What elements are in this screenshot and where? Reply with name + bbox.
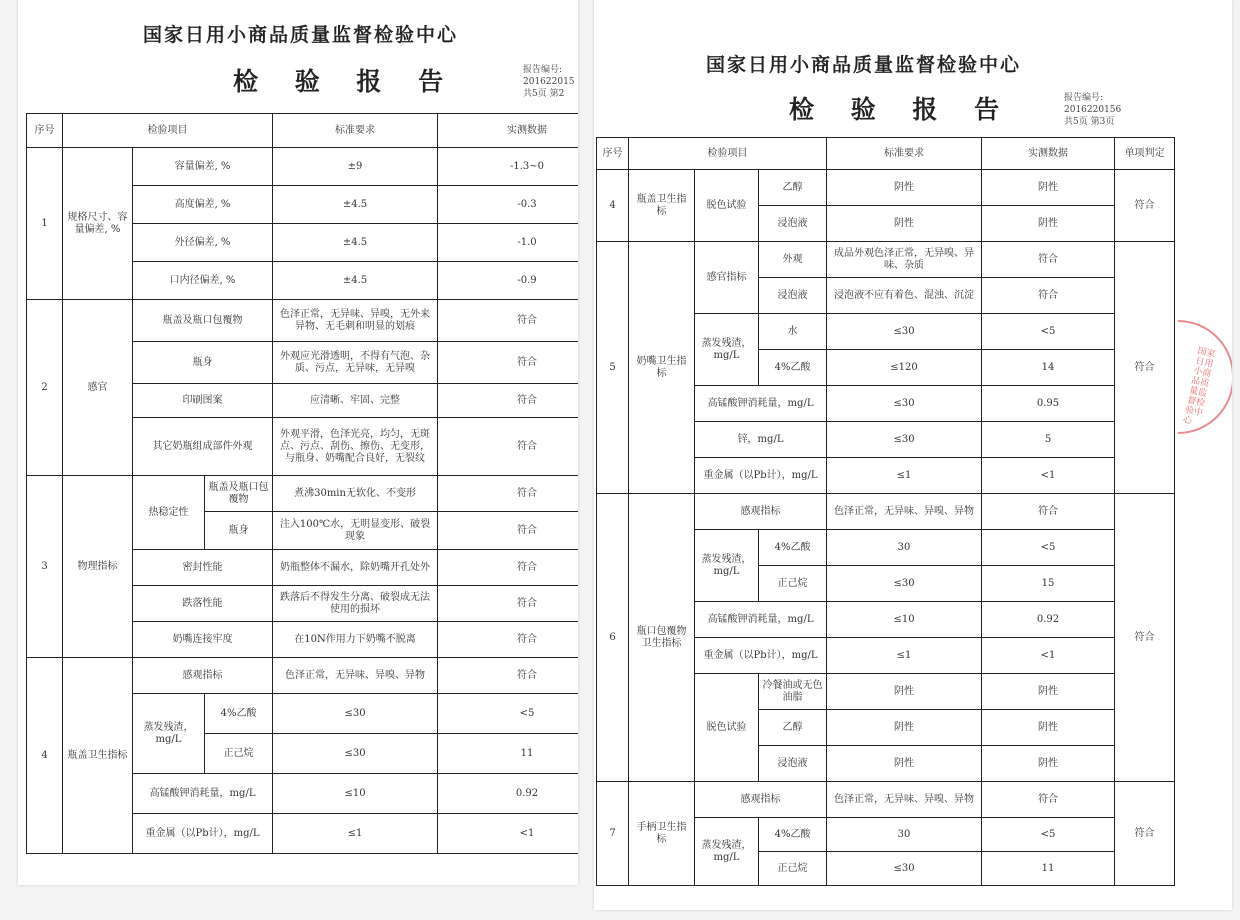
standard-value: ±4.5 xyxy=(273,262,438,300)
standard-value: ≤1 xyxy=(827,638,982,674)
row-number: 3 xyxy=(27,476,63,658)
item-name: 正己烷 xyxy=(759,852,827,886)
measured-value: <1 xyxy=(982,458,1115,494)
measured-value: 符合 xyxy=(438,300,578,342)
item-name: 高锰酸钾消耗量，mg/L xyxy=(695,602,827,638)
col-header-standard: 标准要求 xyxy=(827,138,982,170)
measured-value: 11 xyxy=(982,852,1115,886)
item-name: 冷餐油或无色油脂 xyxy=(759,674,827,710)
row-number: 2 xyxy=(27,300,63,476)
item-name: 口内径偏差, % xyxy=(133,262,273,300)
report-no: 201622015 xyxy=(523,77,575,87)
item-group: 瓶盖卫生指标 xyxy=(63,658,133,854)
report-no-label: 报告编号: xyxy=(1064,93,1104,103)
item-name: 感观指标 xyxy=(695,494,827,530)
measured-value: <5 xyxy=(982,530,1115,566)
item-name: 瓶盖及瓶口包覆物 xyxy=(205,476,273,512)
item-name: 乙醇 xyxy=(759,710,827,746)
measured-value: 符合 xyxy=(438,418,578,476)
measured-value: 符合 xyxy=(982,242,1115,278)
standard-value: ±9 xyxy=(273,148,438,186)
item-name: 瓶身 xyxy=(133,342,273,384)
item-name: 密封性能 xyxy=(133,550,273,586)
measured-value: 阴性 xyxy=(982,710,1115,746)
item-name: 跌落性能 xyxy=(133,586,273,622)
item-name: 感观指标 xyxy=(133,658,273,694)
item-subgroup: 蒸发残渣，mg/L xyxy=(695,314,759,386)
standard-value: 阴性 xyxy=(827,746,982,782)
standard-value: ≤1 xyxy=(273,814,438,854)
item-name: 4%乙酸 xyxy=(205,694,273,734)
col-header-verdict: 单项判定 xyxy=(1115,138,1175,170)
item-subgroup: 感官指标 xyxy=(695,242,759,314)
standard-value: ≤30 xyxy=(273,694,438,734)
item-name: 浸泡液 xyxy=(759,206,827,242)
item-group: 物理指标 xyxy=(63,476,133,658)
measured-value: -1.0 xyxy=(438,224,578,262)
col-header-standard: 标准要求 xyxy=(273,114,438,148)
standard-value: ≤1 xyxy=(827,458,982,494)
item-group: 手柄卫生指标 xyxy=(629,782,695,886)
measured-value: 符合 xyxy=(982,494,1115,530)
standard-value: ≤120 xyxy=(827,350,982,386)
item-name: 浸泡液 xyxy=(759,746,827,782)
measured-value: 阴性 xyxy=(982,746,1115,782)
standard-value: 阴性 xyxy=(827,710,982,746)
standard-value: 浸泡液不应有着色、混浊、沉淀 xyxy=(827,278,982,314)
col-header-measured: 实测数据 xyxy=(982,138,1115,170)
item-subgroup: 脱色试验 xyxy=(695,674,759,782)
item-name: 重金属（以Pb计），mg/L xyxy=(695,638,827,674)
page-count: 共5页 第3页 xyxy=(1064,117,1115,127)
measured-value: 符合 xyxy=(438,342,578,384)
item-name: 高度偏差, % xyxy=(133,186,273,224)
item-name: 4%乙酸 xyxy=(759,350,827,386)
col-header-no: 序号 xyxy=(27,114,63,148)
standard-value: ±4.5 xyxy=(273,186,438,224)
measured-value: 阴性 xyxy=(982,206,1115,242)
measured-value: 符合 xyxy=(438,622,578,658)
report-meta xyxy=(1064,92,1121,128)
measured-value: 符合 xyxy=(438,512,578,550)
item-name: 乙醇 xyxy=(759,170,827,206)
item-name: 重金属（以Pb计），mg/L xyxy=(695,458,827,494)
item-name: 正己烷 xyxy=(759,566,827,602)
standard-value: 色泽正常，无异味、异嗅、异物 xyxy=(273,658,438,694)
standard-value: 在10N作用力下奶嘴不脱离 xyxy=(273,622,438,658)
standard-value: 阴性 xyxy=(827,206,982,242)
item-name: 印刷图案 xyxy=(133,384,273,418)
col-header-no: 序号 xyxy=(597,138,629,170)
measured-value: 14 xyxy=(982,350,1115,386)
row-number: 4 xyxy=(27,658,63,854)
item-name: 奶嘴连接牢度 xyxy=(133,622,273,658)
item-name: 正己烷 xyxy=(205,734,273,774)
seal-text: 国家日用小商品质量监督检验中心 xyxy=(1181,346,1217,427)
measured-value: 符合 xyxy=(982,278,1115,314)
standard-value: 色泽正常，无异味、异嗅、异物 xyxy=(827,494,982,530)
measured-value: 阴性 xyxy=(982,170,1115,206)
report-meta xyxy=(523,64,575,100)
item-name: 锌，mg/L xyxy=(695,422,827,458)
item-name: 感观指标 xyxy=(695,782,827,818)
inspection-table-right xyxy=(596,137,1175,886)
item-name: 浸泡液 xyxy=(759,278,827,314)
item-name: 瓶身 xyxy=(205,512,273,550)
standard-value: 外观平滑，色泽光亮，均匀，无斑点、污点、刮伤、擦伤、无变形，与瓶身、奶嘴配合良好，无裂纹 xyxy=(273,418,438,476)
item-subgroup: 蒸发残渣，mg/L xyxy=(133,694,205,774)
page-count: 共5页 第2 xyxy=(523,89,565,99)
measured-value: -1.3~0 xyxy=(438,148,578,186)
standard-value: 煮沸30min无软化、不变形 xyxy=(273,476,438,512)
row-number: 4 xyxy=(597,170,629,242)
measured-value: 符合 xyxy=(438,586,578,622)
item-name: 高锰酸钾消耗量，mg/L xyxy=(133,774,273,814)
item-name: 高锰酸钾消耗量，mg/L xyxy=(695,386,827,422)
standard-value: 阴性 xyxy=(827,170,982,206)
standard-value: ±4.5 xyxy=(273,224,438,262)
standard-value: ≤30 xyxy=(827,852,982,886)
report-page-3 xyxy=(594,0,1232,910)
standard-value: 阴性 xyxy=(827,674,982,710)
standard-value: ≤30 xyxy=(827,386,982,422)
inspection-table-left xyxy=(26,113,578,854)
col-header-measured: 实测数据 xyxy=(438,114,578,148)
measured-value: 11 xyxy=(438,734,578,774)
standard-value: 奶瓶整体不漏水，除奶嘴开孔处外 xyxy=(273,550,438,586)
item-group: 感官 xyxy=(63,300,133,476)
verdict: 符合 xyxy=(1115,782,1175,886)
item-subgroup: 蒸发残渣，mg/L xyxy=(695,530,759,602)
item-name: 瓶盖及瓶口包覆物 xyxy=(133,300,273,342)
standard-value: 30 xyxy=(827,530,982,566)
standard-value: ≤30 xyxy=(827,566,982,602)
standard-value: 注入100℃水，无明显变形、破裂现象 xyxy=(273,512,438,550)
col-header-item: 检验项目 xyxy=(629,138,827,170)
standard-value: 色泽正常，无异味、异嗅，无外来异物、无毛刺和明显的划痕 xyxy=(273,300,438,342)
standard-value: ≤30 xyxy=(273,734,438,774)
measured-value: 符合 xyxy=(438,550,578,586)
standard-value: 色泽正常，无异味、异嗅、异物 xyxy=(827,782,982,818)
item-name: 外径偏差, % xyxy=(133,224,273,262)
report-no: 2016220156 xyxy=(1064,105,1122,115)
standard-value: ≤10 xyxy=(273,774,438,814)
verdict: 符合 xyxy=(1115,170,1175,242)
standard-value: ≤10 xyxy=(827,602,982,638)
measured-value: <5 xyxy=(982,818,1115,852)
standard-value: ≤30 xyxy=(827,314,982,350)
standard-value: 跌落后不得发生分离、破裂成无法使用的损坏 xyxy=(273,586,438,622)
measured-value: -0.9 xyxy=(438,262,578,300)
row-number: 1 xyxy=(27,148,63,300)
standard-value: 外观应光滑透明，不得有气泡、杂质、污点，无异味，无异嗅 xyxy=(273,342,438,384)
standard-value: 成品外观色泽正常，无异嗅、异味、杂质 xyxy=(827,242,982,278)
measured-value: 符合 xyxy=(438,476,578,512)
report-page-2 xyxy=(18,0,578,885)
measured-value: 符合 xyxy=(982,782,1115,818)
report-title: 检 验 报 告 xyxy=(789,95,1014,124)
item-name: 外观 xyxy=(759,242,827,278)
standard-value: ≤30 xyxy=(827,422,982,458)
measured-value: 符合 xyxy=(438,384,578,418)
col-header-item: 检验项目 xyxy=(63,114,273,148)
org-name: 国家日用小商品质量监督检验中心 xyxy=(143,24,459,46)
item-subgroup: 热稳定性 xyxy=(133,476,205,550)
measured-value: 0.95 xyxy=(982,386,1115,422)
item-group: 规格尺寸、容量偏差, % xyxy=(63,148,133,300)
item-name: 4%乙酸 xyxy=(759,530,827,566)
measured-value: 15 xyxy=(982,566,1115,602)
row-number: 6 xyxy=(597,494,629,782)
row-number: 7 xyxy=(597,782,629,886)
measured-value: 5 xyxy=(982,422,1115,458)
item-name: 水 xyxy=(759,314,827,350)
standard-value: 应清晰、牢固、完整 xyxy=(273,384,438,418)
measured-value: 符合 xyxy=(438,658,578,694)
org-name: 国家日用小商品质量监督检验中心 xyxy=(706,54,1022,76)
item-group: 奶嘴卫生指标 xyxy=(629,242,695,494)
measured-value: <1 xyxy=(982,638,1115,674)
measured-value: -0.3 xyxy=(438,186,578,224)
verdict: 符合 xyxy=(1115,494,1175,782)
item-name: 4%乙酸 xyxy=(759,818,827,852)
measured-value: <1 xyxy=(438,814,578,854)
measured-value: <5 xyxy=(982,314,1115,350)
item-subgroup: 蒸发残渣，mg/L xyxy=(695,818,759,886)
report-title: 检 验 报 告 xyxy=(233,67,458,96)
standard-value: 30 xyxy=(827,818,982,852)
measured-value: 0.92 xyxy=(982,602,1115,638)
measured-value: 阴性 xyxy=(982,674,1115,710)
item-name: 重金属（以Pb计），mg/L xyxy=(133,814,273,854)
item-group: 瓶口包覆物卫生指标 xyxy=(629,494,695,782)
official-seal xyxy=(1178,320,1232,434)
item-name: 容量偏差, % xyxy=(133,148,273,186)
verdict: 符合 xyxy=(1115,242,1175,494)
item-subgroup: 脱色试验 xyxy=(695,170,759,242)
report-no-label: 报告编号: xyxy=(523,65,563,75)
measured-value: 0.92 xyxy=(438,774,578,814)
item-group: 瓶盖卫生指标 xyxy=(629,170,695,242)
item-name: 其它奶瓶组成部件外观 xyxy=(133,418,273,476)
row-number: 5 xyxy=(597,242,629,494)
measured-value: <5 xyxy=(438,694,578,734)
